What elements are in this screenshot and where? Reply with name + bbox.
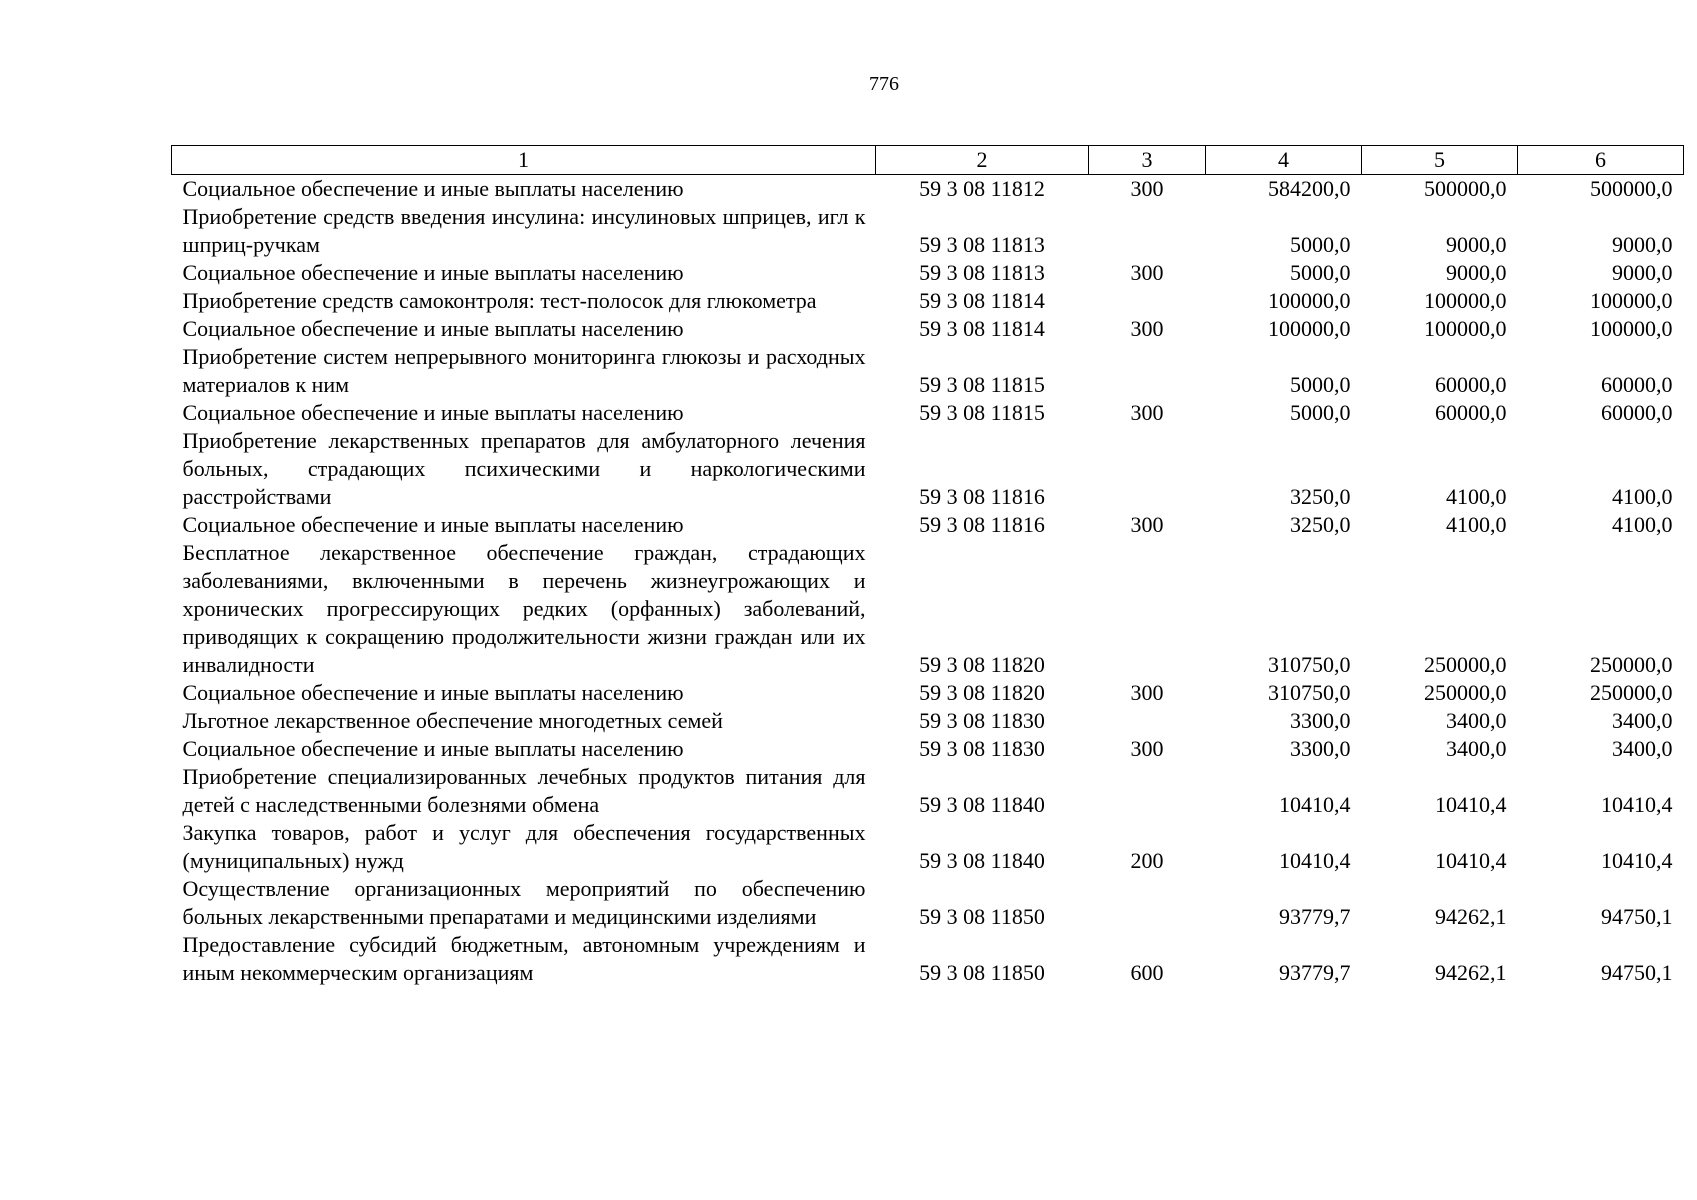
table-body	[172, 175, 1684, 988]
row-value-6: 100000,0	[1590, 288, 1673, 313]
row-value-5: 100000,0	[1424, 288, 1507, 313]
column-header-1: 1	[172, 146, 876, 175]
row-name: Приобретение систем непрерывного мониторинга глюкозы и расходных материалов к ним	[182, 344, 866, 397]
row-value-6: 94750,1	[1601, 904, 1673, 929]
row-name: Социальное обеспечение и иные выплаты населению	[182, 260, 684, 285]
row-name: Приобретение лекарственных препаратов для амбулаторного лечения больных, страдающих психическими и наркологическими расстройствами	[182, 428, 866, 509]
row-value-5: 4100,0	[1446, 512, 1507, 537]
row-name: Предоставление субсидий бюджетным, автономным учреждениям и иным некоммерческим организациям	[182, 932, 866, 985]
row-value-4: 5000,0	[1290, 260, 1351, 285]
row-value-4: 3250,0	[1290, 512, 1351, 537]
row-value-5: 3400,0	[1446, 736, 1507, 761]
row-value-6: 4100,0	[1612, 512, 1673, 537]
row-code: 59 3 08 11850	[919, 904, 1045, 929]
row-value-5: 4100,0	[1446, 484, 1507, 509]
row-name: Приобретение средств введения инсулина: инсулиновых шприцев, игл к шприц-ручкам	[182, 204, 866, 257]
row-value-4: 10410,4	[1279, 792, 1351, 817]
row-value-6: 10410,4	[1601, 848, 1673, 873]
row-value-6: 10410,4	[1601, 792, 1673, 817]
table-row	[172, 735, 1684, 763]
table-row	[172, 707, 1684, 735]
row-value-5: 3400,0	[1446, 708, 1507, 733]
row-value-6: 9000,0	[1612, 232, 1673, 257]
column-header-4: 4	[1206, 146, 1362, 175]
table-row	[172, 287, 1684, 315]
row-name: Бесплатное лекарственное обеспечение граждан, страдающих заболеваниями, включенными в перечень жизнеугрожающих и хронических прогрессирующих редких (орфанных) заболеваний, приводящих к сокращению продолжительности жизни граждан или их инвалидности	[182, 540, 866, 677]
row-value-6: 250000,0	[1590, 652, 1673, 677]
row-name: Социальное обеспечение и иные выплаты населению	[182, 316, 684, 341]
table-row	[172, 931, 1684, 987]
row-value-4: 5000,0	[1290, 372, 1351, 397]
row-expense-type: 200	[1130, 848, 1164, 873]
row-value-4: 3250,0	[1290, 484, 1351, 509]
table-row	[172, 763, 1684, 819]
row-expense-type: 600	[1130, 960, 1164, 985]
row-value-4: 310750,0	[1268, 652, 1351, 677]
row-code: 59 3 08 11812	[919, 176, 1045, 201]
row-code: 59 3 08 11820	[919, 680, 1045, 705]
column-header-3: 3	[1089, 146, 1206, 175]
row-value-4: 3300,0	[1290, 708, 1351, 733]
row-value-5: 60000,0	[1435, 372, 1507, 397]
table-row	[172, 315, 1684, 343]
row-value-5: 9000,0	[1446, 232, 1507, 257]
row-code: 59 3 08 11850	[919, 960, 1045, 985]
row-value-4: 93779,7	[1279, 904, 1351, 929]
budget-table	[171, 145, 1684, 987]
row-code: 59 3 08 11815	[919, 400, 1045, 425]
row-name: Приобретение средств самоконтроля: тест-полосок для глюкометра	[182, 288, 817, 313]
row-expense-type: 300	[1130, 316, 1164, 341]
column-header-2: 2	[876, 146, 1089, 175]
row-value-5: 10410,4	[1435, 792, 1507, 817]
row-value-4: 100000,0	[1268, 288, 1351, 313]
table-row	[172, 819, 1684, 875]
table-row	[172, 875, 1684, 931]
row-code: 59 3 08 11813	[919, 232, 1045, 257]
row-code: 59 3 08 11816	[919, 512, 1045, 537]
row-expense-type: 300	[1130, 736, 1164, 761]
row-value-5: 94262,1	[1435, 904, 1507, 929]
row-code: 59 3 08 11840	[919, 792, 1045, 817]
row-expense-type	[1089, 539, 1206, 679]
table-row	[172, 399, 1684, 427]
row-value-4: 3300,0	[1290, 736, 1351, 761]
row-name: Приобретение специализированных лечебных продуктов питания для детей с наследственными болезнями обмена	[182, 764, 866, 817]
row-expense-type	[1089, 875, 1206, 931]
row-name: Осуществление организационных мероприятий по обеспечению больных лекарственными препаратами и медицинскими изделиями	[182, 876, 866, 929]
table-row	[172, 259, 1684, 287]
row-expense-type	[1089, 427, 1206, 511]
row-value-5: 94262,1	[1435, 960, 1507, 985]
row-value-6: 4100,0	[1612, 484, 1673, 509]
row-code: 59 3 08 11815	[919, 372, 1045, 397]
row-code: 59 3 08 11820	[919, 652, 1045, 677]
row-expense-type: 300	[1130, 680, 1164, 705]
page-number: 776	[869, 73, 899, 95]
row-value-6: 500000,0	[1590, 176, 1673, 201]
row-value-4: 100000,0	[1268, 316, 1351, 341]
row-name: Социальное обеспечение и иные выплаты населению	[182, 512, 684, 537]
row-expense-type	[1089, 343, 1206, 399]
row-code: 59 3 08 11814	[919, 288, 1045, 313]
row-value-4: 10410,4	[1279, 848, 1351, 873]
table-row	[172, 511, 1684, 539]
row-name: Социальное обеспечение и иные выплаты населению	[182, 736, 684, 761]
row-expense-type	[1089, 203, 1206, 259]
row-value-6: 60000,0	[1601, 400, 1673, 425]
row-name: Льготное лекарственное обеспечение многодетных семей	[182, 708, 723, 733]
row-name: Социальное обеспечение и иные выплаты населению	[182, 680, 684, 705]
table-row	[172, 427, 1684, 511]
row-code: 59 3 08 11830	[919, 736, 1045, 761]
row-expense-type	[1089, 763, 1206, 819]
row-code: 59 3 08 11840	[919, 848, 1045, 873]
row-value-6: 3400,0	[1612, 708, 1673, 733]
table-row	[172, 343, 1684, 399]
row-name: Закупка товаров, работ и услуг для обеспечения государственных (муниципальных) нужд	[182, 820, 866, 873]
row-value-5: 100000,0	[1424, 316, 1507, 341]
row-value-4: 310750,0	[1268, 680, 1351, 705]
row-value-4: 5000,0	[1290, 400, 1351, 425]
table-row	[172, 679, 1684, 707]
row-name: Социальное обеспечение и иные выплаты населению	[182, 400, 684, 425]
row-value-6: 250000,0	[1590, 680, 1673, 705]
table-header-row	[172, 146, 1684, 175]
row-value-6: 3400,0	[1612, 736, 1673, 761]
row-code: 59 3 08 11830	[919, 708, 1045, 733]
row-value-6: 60000,0	[1601, 372, 1673, 397]
row-value-5: 250000,0	[1424, 680, 1507, 705]
row-name: Социальное обеспечение и иные выплаты населению	[182, 176, 684, 201]
row-value-4: 93779,7	[1279, 960, 1351, 985]
row-value-6: 100000,0	[1590, 316, 1673, 341]
table-row	[172, 539, 1684, 679]
row-expense-type: 300	[1130, 260, 1164, 285]
row-value-5: 9000,0	[1446, 260, 1507, 285]
row-expense-type: 300	[1130, 176, 1164, 201]
table-row	[172, 175, 1684, 204]
row-value-6: 94750,1	[1601, 960, 1673, 985]
row-value-5: 500000,0	[1424, 176, 1507, 201]
column-header-5: 5	[1362, 146, 1518, 175]
row-expense-type: 300	[1130, 512, 1164, 537]
row-value-5: 10410,4	[1435, 848, 1507, 873]
row-value-4: 5000,0	[1290, 232, 1351, 257]
row-expense-type: 300	[1130, 400, 1164, 425]
column-header-6: 6	[1518, 146, 1684, 175]
row-value-5: 60000,0	[1435, 400, 1507, 425]
row-code: 59 3 08 11814	[919, 316, 1045, 341]
row-expense-type	[1089, 287, 1206, 315]
row-code: 59 3 08 11813	[919, 260, 1045, 285]
row-expense-type	[1089, 707, 1206, 735]
row-value-4: 584200,0	[1268, 176, 1351, 201]
row-value-5: 250000,0	[1424, 652, 1507, 677]
row-value-6: 9000,0	[1612, 260, 1673, 285]
table-row	[172, 203, 1684, 259]
row-code: 59 3 08 11816	[919, 484, 1045, 509]
